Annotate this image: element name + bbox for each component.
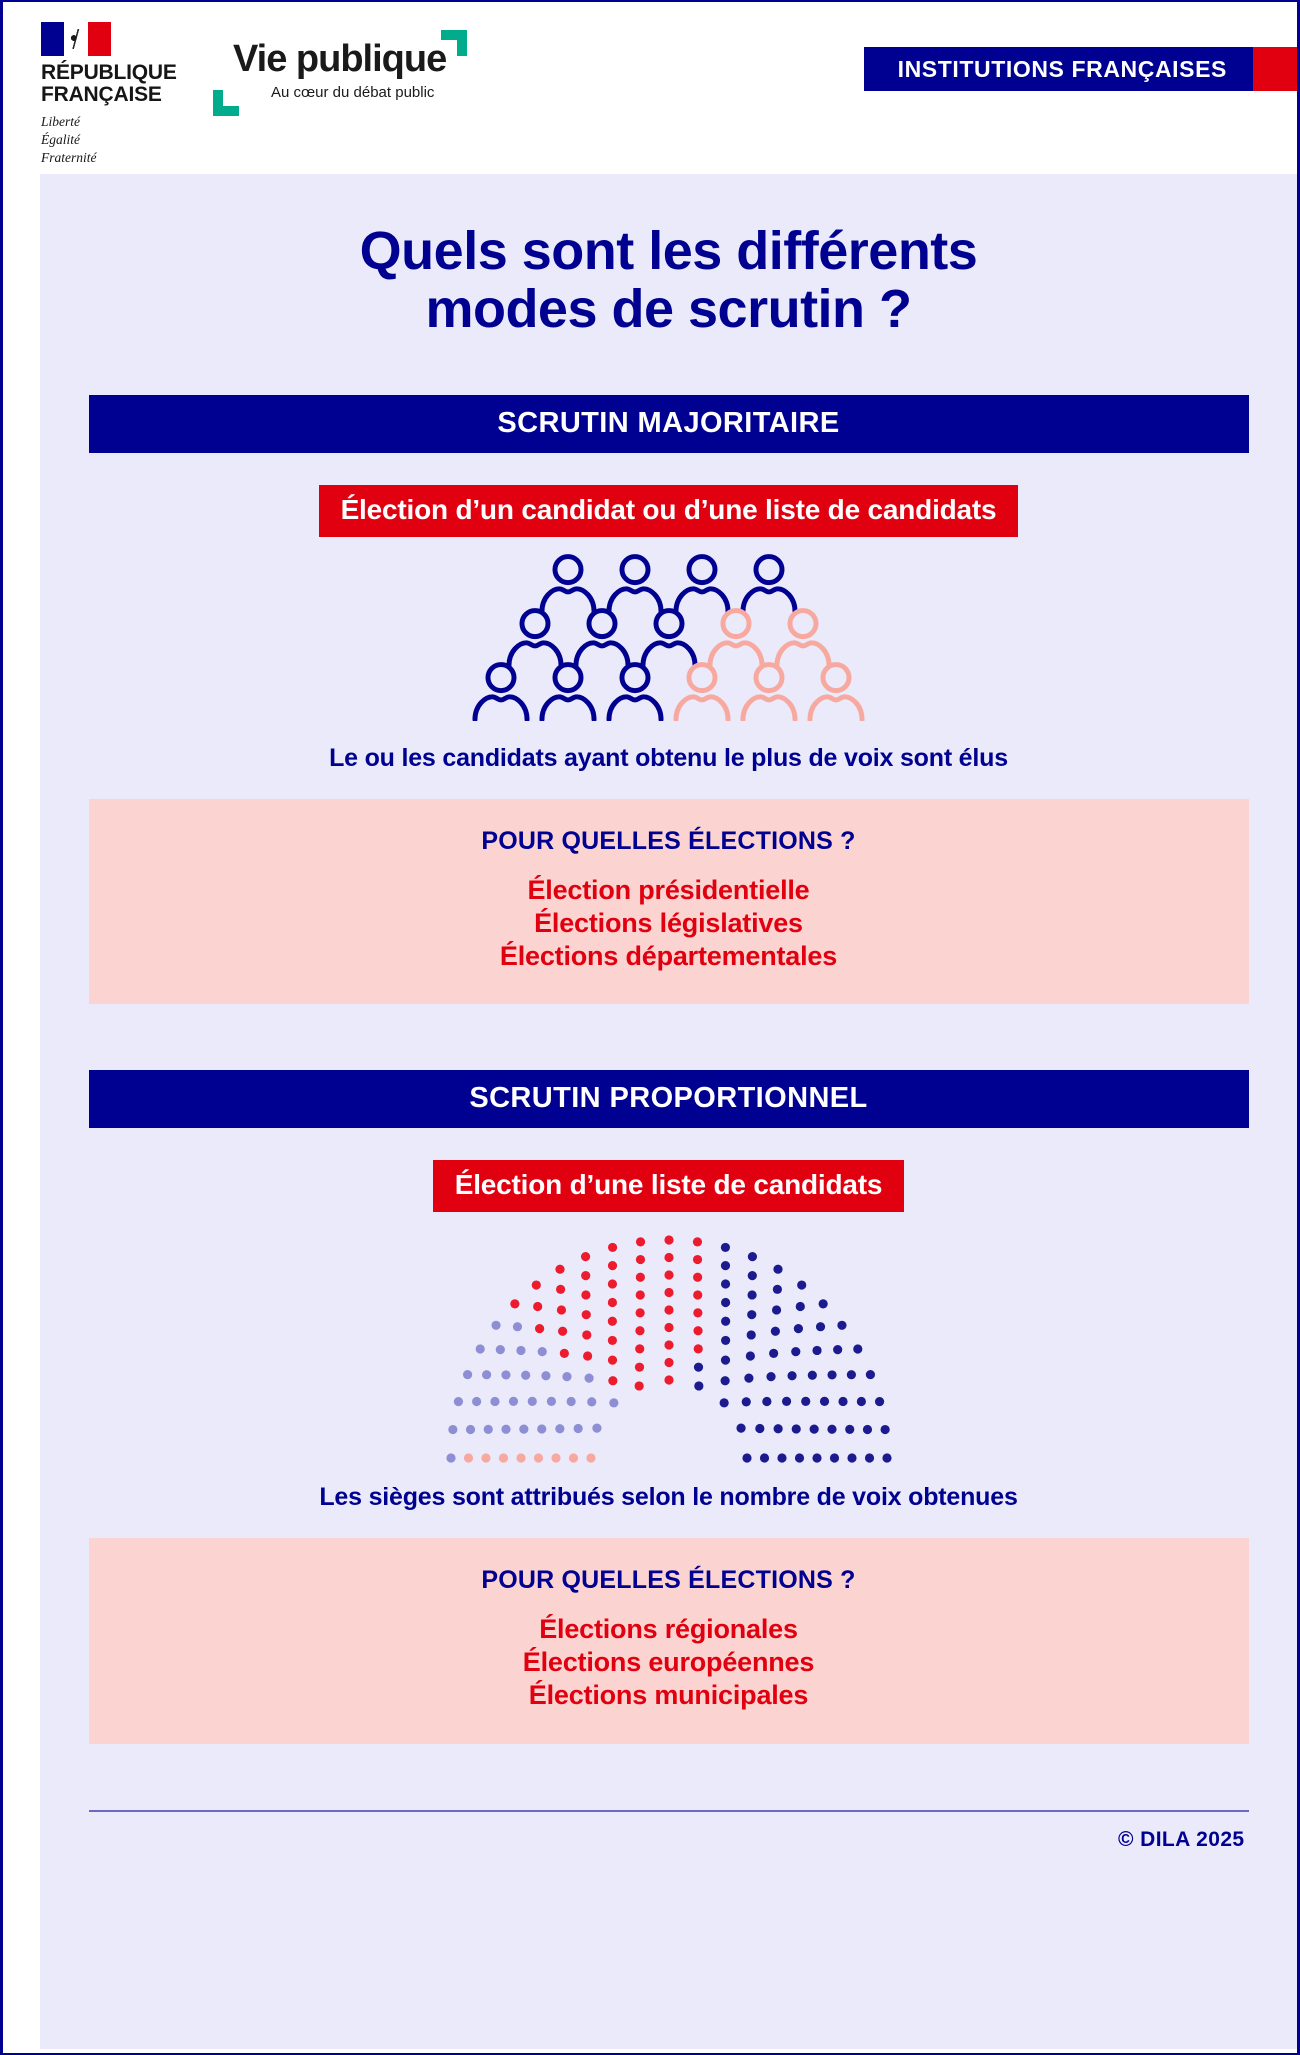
hemicycle-seat — [746, 1331, 755, 1340]
hemicycle-seat — [512, 1323, 521, 1332]
hemicycle-seat — [453, 1397, 462, 1406]
hemicycle-seat — [807, 1371, 816, 1380]
people-row — [470, 551, 867, 613]
hemicycle-seat — [573, 1424, 582, 1433]
hemicycle-seat — [742, 1454, 751, 1463]
section-1-subtitle: Élection d’un candidat ou d’une liste de candidats — [319, 485, 1019, 537]
hemicycle-seat — [664, 1341, 673, 1350]
hemicycle-seat — [635, 1238, 644, 1247]
hemicycle-seat — [527, 1397, 536, 1406]
hemicycle-seat — [559, 1349, 568, 1358]
hemicycle-seat — [562, 1372, 571, 1381]
hemicycle-seat — [607, 1261, 616, 1270]
hemicycle-seat — [556, 1306, 565, 1315]
hemicycle-seat — [838, 1397, 847, 1406]
hemicycle-seat — [829, 1454, 838, 1463]
section-2-box-heading: POUR QUELLES ÉLECTIONS ? — [481, 1566, 856, 1595]
person-icon — [738, 551, 800, 613]
hemicycle-seat — [635, 1273, 644, 1282]
person-icon — [638, 605, 700, 667]
person-icon — [738, 659, 800, 721]
hemicycle-seat — [815, 1323, 824, 1332]
hemicycle-seat — [827, 1371, 836, 1380]
hemicycle-seat — [770, 1327, 779, 1336]
section-1-subtitle-wrap — [40, 485, 1297, 537]
vie-publique-logo — [221, 40, 451, 120]
hemicycle-seat — [607, 1317, 616, 1326]
section-1-elections-box — [89, 799, 1249, 1005]
person-icon — [772, 605, 834, 667]
hemicycle-seat — [607, 1336, 616, 1345]
hemicycle-seat — [773, 1265, 782, 1274]
person-icon — [504, 605, 566, 667]
hemicycle-seat — [634, 1363, 643, 1372]
page-title-line-2: modes de scrutin ? — [425, 279, 912, 340]
motto-egalite: Égalité — [41, 131, 80, 147]
people-rows — [470, 559, 867, 721]
hemicycle-seat — [845, 1425, 854, 1434]
section-scrutin-majoritaire — [40, 395, 1297, 1005]
person-icon — [705, 605, 767, 667]
hemicycle-seat — [533, 1454, 542, 1463]
hemicycle-seat — [521, 1371, 530, 1380]
hemicycle-seat — [769, 1349, 778, 1358]
section-2-subtitle: Élection d’une liste de candidats — [433, 1160, 905, 1212]
hemicycle-seat — [762, 1397, 771, 1406]
hemicycle-seat — [745, 1352, 754, 1361]
hemicycle-seat — [566, 1397, 575, 1406]
hemicycle-seat — [720, 1280, 729, 1289]
hemicycle-seat — [607, 1243, 616, 1252]
hemicycle-seat — [533, 1302, 542, 1311]
hemicycle-seat — [592, 1424, 601, 1433]
hemicycle-seat — [797, 1281, 806, 1290]
hemicycle-seat — [609, 1399, 618, 1408]
hemicycle-seat — [795, 1302, 804, 1311]
section-2-caption: Les sièges sont attribués selon le nombre de voix obtenues — [319, 1483, 1018, 1512]
hemicycle-seat — [608, 1377, 617, 1386]
section-1-election-item: Élection présidentielle — [527, 874, 810, 905]
person-icon — [671, 659, 733, 721]
page-footer — [89, 1792, 1249, 1852]
hemicycle-seat — [516, 1454, 525, 1463]
hemicycle-seat — [635, 1345, 644, 1354]
hemicycle-seat — [719, 1399, 728, 1408]
hemicycle-seat — [582, 1331, 591, 1340]
hemicycle-seat — [812, 1346, 821, 1355]
page-title-line-1: Quels sont les différents — [359, 221, 978, 281]
republique-line-2: FRANÇAISE — [41, 82, 162, 106]
hemicycle-seat — [720, 1261, 729, 1270]
hemicycle-seat — [664, 1306, 673, 1315]
person-icon — [571, 605, 633, 667]
hemicycle-seat — [664, 1323, 673, 1332]
section-1-caption: Le ou les candidats ayant obtenu le plus de voix sont élus — [329, 743, 1008, 772]
hemicycle-seat — [692, 1238, 701, 1247]
person-icon — [537, 551, 599, 613]
hemicycle-seat — [787, 1372, 796, 1381]
people-row — [470, 659, 867, 721]
hemicycle-seat — [635, 1309, 644, 1318]
hemicycle-seat — [812, 1454, 821, 1463]
hemicycle-seat — [693, 1345, 702, 1354]
person-icon — [604, 551, 666, 613]
people-pictogram — [40, 559, 1297, 726]
hemicycle-seat — [853, 1345, 862, 1354]
copyright-text: © DILA 2025 — [1118, 1828, 1245, 1852]
hemicycle-seat — [819, 1397, 828, 1406]
hemicycle-seat — [586, 1454, 595, 1463]
hemicycle-seat — [535, 1324, 544, 1333]
institutions-banner-label: INSTITUTIONS FRANÇAISES — [864, 47, 1253, 91]
hemicycle-seat — [791, 1347, 800, 1356]
page-title — [40, 174, 1297, 339]
hemicycle-seat — [880, 1425, 889, 1434]
hemicycle-seat — [837, 1321, 846, 1330]
hemicycle-seat — [508, 1397, 517, 1406]
hemicycle-seat — [827, 1425, 836, 1434]
hemicycle-seat — [772, 1285, 781, 1294]
hemicycle-seat — [546, 1397, 555, 1406]
hemicycle-seat — [793, 1324, 802, 1333]
hemicycle-seat — [519, 1425, 528, 1434]
hemicycle-seat — [475, 1345, 484, 1354]
hemicycle-seat — [446, 1454, 455, 1463]
hemicycle-seat — [463, 1454, 472, 1463]
motto-liberte: Liberté — [41, 113, 80, 129]
section-scrutin-proportionnel — [40, 1070, 1297, 1744]
hemicycle-seat — [462, 1370, 471, 1379]
hemicycle-seat — [510, 1300, 519, 1309]
hemicycle-seat — [759, 1454, 768, 1463]
hemicycle-seat — [741, 1398, 750, 1407]
hemicycle-seat — [607, 1356, 616, 1365]
hemicycle-seat — [747, 1252, 756, 1261]
hemicycle-seat — [555, 1425, 564, 1434]
hemicycle-seat — [833, 1345, 842, 1354]
hemicycle-seat — [736, 1424, 745, 1433]
hemicycle-seat — [755, 1424, 764, 1433]
section-1-box-heading: POUR QUELLES ÉLECTIONS ? — [481, 826, 856, 855]
hemicycle-seat — [635, 1327, 644, 1336]
hemicycle-seat — [720, 1243, 729, 1252]
hemicycle-seat — [664, 1253, 673, 1262]
hemicycle-seat — [771, 1306, 780, 1315]
hemicycle-seat — [472, 1397, 481, 1406]
hemicycle-seat — [721, 1336, 730, 1345]
hemicycle-seat — [531, 1281, 540, 1290]
content-panel — [40, 174, 1297, 2049]
hemicycle-seat — [501, 1425, 510, 1434]
section-2-subtitle-wrap — [40, 1160, 1297, 1212]
hemicycle-seat — [551, 1454, 560, 1463]
hemicycle-seat — [495, 1345, 504, 1354]
hemicycle-seat — [720, 1356, 729, 1365]
section-2-bar: SCRUTIN PROPORTIONNEL — [89, 1070, 1249, 1128]
hemicycle-seat — [862, 1425, 871, 1434]
hemicycle-seat — [721, 1317, 730, 1326]
section-1-election-item: Élections législatives — [534, 907, 803, 938]
hemicycle-seat — [581, 1291, 590, 1300]
hemicycle-seat — [818, 1300, 827, 1309]
hemicycle-seat — [882, 1454, 891, 1463]
hemicycle-seat — [541, 1372, 550, 1381]
hemicycle-seat — [607, 1298, 616, 1307]
hemicycle-seat — [766, 1372, 775, 1381]
hemicycle-seat — [537, 1347, 546, 1356]
people-row — [470, 605, 867, 667]
hemicycle-seat — [556, 1285, 565, 1294]
hemicycle-seat — [664, 1358, 673, 1367]
hemicycle-seat — [537, 1425, 546, 1434]
hemicycle-seat — [693, 1291, 702, 1300]
person-icon — [671, 551, 733, 613]
vie-publique-title: Vie publique — [233, 38, 447, 80]
hemicycle-seat — [693, 1327, 702, 1336]
hemicycle-seat — [607, 1280, 616, 1289]
hemicycle-seat — [584, 1374, 593, 1383]
hemicycle-seat — [635, 1291, 644, 1300]
hemicycle-seat — [791, 1425, 800, 1434]
hemicycle-seat — [581, 1311, 590, 1320]
person-icon — [805, 659, 867, 721]
hemicycle-seat — [501, 1371, 510, 1380]
section-2-election-item: Élections européennes — [522, 1647, 815, 1678]
hemicycle-chart — [40, 1226, 1297, 1481]
hemicycle-seat — [481, 1454, 490, 1463]
person-icon — [470, 659, 532, 721]
section-2-election-item: Élections régionales — [539, 1614, 798, 1645]
hemicycle-seat — [498, 1454, 507, 1463]
section-1-bar: SCRUTIN MAJORITAIRE — [89, 395, 1249, 453]
hemicycle-seat — [558, 1327, 567, 1336]
hemicycle-seat — [664, 1271, 673, 1280]
hemicycle-seat — [555, 1265, 564, 1274]
hemicycle-seat — [664, 1236, 673, 1245]
hemicycle-seat — [744, 1374, 753, 1383]
motto — [41, 113, 181, 168]
hemicycle-seat — [448, 1425, 457, 1434]
hemicycle-seat — [483, 1425, 492, 1434]
hemicycle-seat — [864, 1454, 873, 1463]
page-header — [3, 2, 1297, 174]
hemicycle-seat — [664, 1376, 673, 1385]
hemicycle-seat — [777, 1454, 786, 1463]
hemicycle-seat — [801, 1397, 810, 1406]
republique-francaise-logo — [41, 22, 181, 167]
hemicycle-seat — [692, 1255, 701, 1264]
hemicycle-seat — [583, 1352, 592, 1361]
hemicycle-seat — [747, 1291, 756, 1300]
hemicycle-seat — [794, 1454, 803, 1463]
hemicycle-seat — [693, 1273, 702, 1282]
hemicycle-seat — [781, 1397, 790, 1406]
hemicycle-seat — [568, 1454, 577, 1463]
section-2-election-item: Élections municipales — [528, 1680, 809, 1711]
hemicycle-seat — [856, 1397, 865, 1406]
hemicycle-seat — [694, 1382, 703, 1391]
hemicycle-seat — [490, 1397, 499, 1406]
hemicycle-seat — [635, 1255, 644, 1264]
section-1-election-item: Élections départementales — [499, 940, 838, 971]
hemicycle-seat — [465, 1425, 474, 1434]
hemicycle-seat — [634, 1382, 643, 1391]
hemicycle-seat — [693, 1363, 702, 1372]
hemicycle-seat — [865, 1370, 874, 1379]
hemicycle-seat — [874, 1397, 883, 1406]
hemicycle-seat — [720, 1377, 729, 1386]
hemicycle-seat — [693, 1309, 702, 1318]
hemicycle-seat — [847, 1454, 856, 1463]
motto-fraternite: Fraternité — [41, 150, 97, 166]
hemicycle-seat — [747, 1311, 756, 1320]
hemicycle-seat — [581, 1271, 590, 1280]
section-2-elections-box — [89, 1538, 1249, 1744]
hemicycle-seat — [721, 1298, 730, 1307]
hemicycle-seat — [482, 1371, 491, 1380]
hemicycle-seat — [516, 1346, 525, 1355]
hemicycle-seat — [747, 1271, 756, 1280]
hemicycle-seat — [491, 1321, 500, 1330]
hemicycle-seat — [846, 1371, 855, 1380]
french-flag-icon — [41, 22, 111, 56]
hemicycle-seat — [773, 1425, 782, 1434]
hemicycle-seat — [664, 1288, 673, 1297]
banner-red-accent — [1253, 47, 1297, 91]
hemicycle-seat — [587, 1398, 596, 1407]
bottom-spacer — [3, 2049, 1297, 2055]
institutions-banner — [864, 47, 1297, 91]
person-icon — [604, 659, 666, 721]
hemicycle-svg — [389, 1226, 949, 1476]
republique-line-1: RÉPUBLIQUE — [41, 61, 177, 84]
vie-publique-tagline: Au cœur du débat public — [271, 84, 435, 101]
hemicycle-seat — [580, 1252, 589, 1261]
person-icon — [537, 659, 599, 721]
hemicycle-seat — [809, 1425, 818, 1434]
